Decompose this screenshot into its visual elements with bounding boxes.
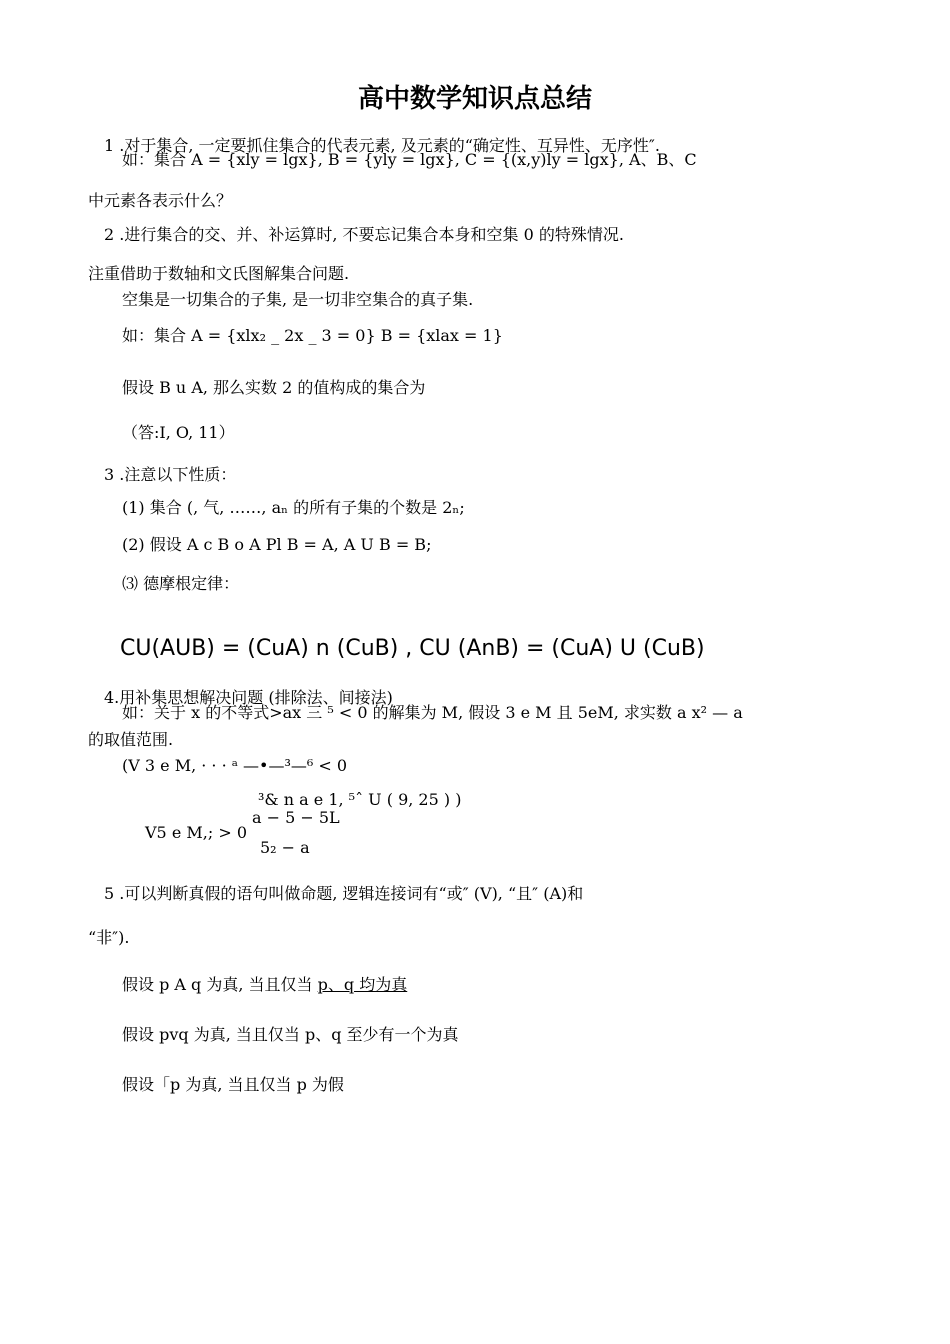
- range-text: 的取值范围.: [88, 730, 174, 749]
- empty-set-text: 空集是一切集合的子集, 是一切非空集合的真子集.: [122, 290, 474, 309]
- item-2-text: 2 .进行集合的交、并、补运算时, 不要忘记集合本身和空集 0 的特殊情况.: [104, 225, 624, 244]
- and-rule-condition: p、q 均为真: [317, 975, 408, 994]
- inequality-example-text: 如：关于 x 的不等式>ax 三 ⁵ < 0 的解集为 M, 假设 3 e M 且 5eM, 求实数 a x² — a: [122, 703, 743, 722]
- solution-line-3: a − 5 − 5L: [252, 808, 340, 827]
- solution-line-1: (V 3 e M, · · · ᵃ —•—³—⁶ < 0: [122, 756, 348, 775]
- not-rule-text: 假设「p 为真, 当且仅当 p 为假: [122, 1075, 344, 1094]
- question-text: 中元素各表示什么？: [88, 191, 233, 210]
- property-2-text: (2) 假设 A c B o A Pl B = A, A U B = B;: [122, 535, 432, 554]
- solution-line-2: ³& n a e 1, ⁵ˆ U ( 9, 25 ) ): [258, 790, 462, 809]
- and-rule-text: [122, 977, 407, 993]
- item-4-text: 4.用补集思想解决问题 (排除法、间接法): [104, 688, 393, 707]
- hypothesis-text: 假设 B u A, 那么实数 2 的值构成的集合为: [122, 378, 426, 397]
- de-morgan-formula: CU(AUB) = (CuA) n (CuB) , CU (AnB) = (CuA) U (CuB): [120, 636, 705, 661]
- solution-line-5: 5₂ − a: [260, 838, 310, 857]
- note-text: 注重借助于数轴和文氏图解集合问题.: [88, 264, 350, 283]
- and-rule-prefix: 假设 p A q 为真, 当且仅当: [122, 975, 318, 994]
- page-title: 高中数学知识点总结: [357, 84, 592, 114]
- example-sets-text: 如：集合 A = {xly = lgx}, B = {yly = lgx}, C = {(x,y)ly = lgx}, A、B、C: [122, 150, 697, 169]
- answer-text: （答:I, O, 11）: [122, 423, 235, 442]
- or-rule-text: 假设 pvq 为真, 当且仅当 p、q 至少有一个为真: [122, 1025, 459, 1044]
- property-3-text: ⑶ 德摩根定律：: [122, 574, 240, 593]
- negation-text: “非″).: [88, 928, 130, 947]
- item-1-text: 1 .对于集合, 一定要抓住集合的代表元素, 及元素的“确定性、互异性、无序性″.: [104, 136, 660, 155]
- property-1-text: (1) 集合 (, 气, ……, aₙ 的所有子集的个数是 2ₙ;: [122, 498, 465, 517]
- example-set-definition: 如：集合 A = {xlx₂ _ 2x _ 3 = 0} B = {xlax = 1}: [122, 326, 503, 345]
- item-3-text: 3 .注意以下性质：: [104, 465, 237, 484]
- solution-line-4: V5 e M,; > 0: [145, 823, 247, 842]
- item-5-text: 5 .可以判断真假的语句叫做命题, 逻辑连接词有“或″ (V), “且″ (A)和: [104, 884, 584, 903]
